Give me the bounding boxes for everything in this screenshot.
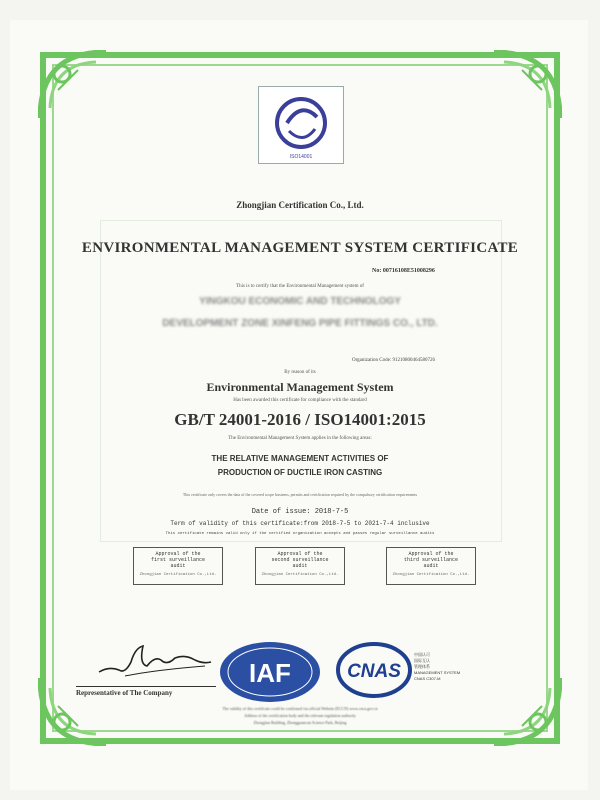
certification-seal-icon	[258, 86, 344, 164]
svg-text:CNAS: CNAS	[347, 661, 401, 682]
surveillance-label: audit	[292, 563, 308, 569]
certify-text: This is to certify that the Environmental Management system of	[236, 284, 364, 289]
cnas-text-line: 中国认可	[414, 652, 430, 657]
surveillance-org: Zhongjian Certification Co.,Ltd.	[139, 573, 217, 577]
certificate-number: No: 00716108E51008296	[372, 268, 435, 274]
cnas-text-line: MANAGEMENT SYSTEM	[414, 670, 461, 675]
representative-label: Representative of The Company	[76, 689, 173, 697]
cnas-text-line: 管理体系	[414, 664, 430, 669]
organization-code: Organization Code: 91210800464580726	[352, 358, 435, 363]
applies-text: The Environmental Management System applies in the following areas:	[228, 436, 372, 441]
signature-line	[76, 686, 216, 687]
corner-ornament-icon	[38, 50, 108, 120]
organization-name-line1: YINGKOU ECONOMIC AND TECHNOLOGY	[199, 296, 401, 307]
issuer-name: Zhongjian Certification Co., Ltd.	[236, 200, 364, 210]
corner-ornament-icon	[492, 676, 562, 746]
footer-line2: Address of the certification body and the relevant regulation authority	[244, 713, 356, 718]
date-of-issue: Date of issue: 2018-7-5	[251, 508, 349, 516]
scope-note: This certificate only covers the data of the covered scope business, permits and certification required by the compulsory certification requirements	[182, 492, 418, 497]
svg-text:IAF: IAF	[249, 658, 291, 688]
surveillance-box-third	[386, 547, 476, 585]
surveillance-label: Approval of the	[408, 551, 454, 557]
surveillance-org: Zhongjian Certification Co.,Ltd.	[261, 573, 339, 577]
surveillance-label: audit	[170, 563, 186, 569]
footer-line1: The validity of this certificate could be confirmed via official Website (ECCN) www.cnca.gov.cn	[222, 706, 378, 711]
surveillance-label: third surveillance	[403, 557, 458, 563]
surveillance-label: Approval of the	[155, 551, 201, 557]
cnas-logo-icon	[334, 640, 414, 700]
reason-text: By reason of its	[284, 370, 316, 375]
cnas-text-line: 国际互认	[414, 658, 430, 663]
surveillance-label: second surveillance	[271, 557, 329, 563]
footer-line3: Zhongjian Building, Zhongguancun Science Park, Beijing	[253, 720, 347, 725]
surveillance-org: Zhongjian Certification Co.,Ltd.	[392, 573, 470, 577]
iaf-logo-icon	[218, 640, 322, 704]
surveillance-label: audit	[423, 563, 439, 569]
representative-signature	[95, 636, 215, 686]
validity-term: Term of validity of this certificate:from 2018-7-5 to 2021-7-4 inclusive	[170, 520, 430, 527]
corner-ornament-icon	[492, 50, 562, 120]
scope-line2: PRODUCTION OF DUCTILE IRON CASTING	[217, 468, 383, 477]
remain-valid-note: This certificate remains valid only if the certified organization accepts and passes regular surveillance audits	[165, 532, 435, 536]
surveillance-box-first	[133, 547, 223, 585]
standard-name: GB/T 24001-2016 / ISO14001:2015	[174, 410, 426, 429]
organization-name-line2: DEVELOPMENT ZONE XINFENG PIPE FITTINGS CO., LTD.	[162, 318, 438, 329]
surveillance-box-second	[255, 547, 345, 585]
surveillance-label: first surveillance	[150, 557, 205, 563]
certificate-title: ENVIRONMENTAL MANAGEMENT SYSTEM CERTIFICATE	[81, 240, 519, 256]
cnas-text-line: CNAS C307-M	[414, 676, 441, 681]
surveillance-label: Approval of the	[277, 551, 323, 557]
cnas-accreditation-text	[414, 652, 460, 682]
svg-text:ISO14001: ISO14001	[289, 154, 313, 160]
system-name: Environmental Management System	[206, 380, 394, 394]
awarded-text: Has been awarded this certificate for compliance with the standard	[233, 398, 367, 403]
scope-line1: THE RELATIVE MANAGEMENT ACTIVITIES OF	[211, 454, 389, 463]
